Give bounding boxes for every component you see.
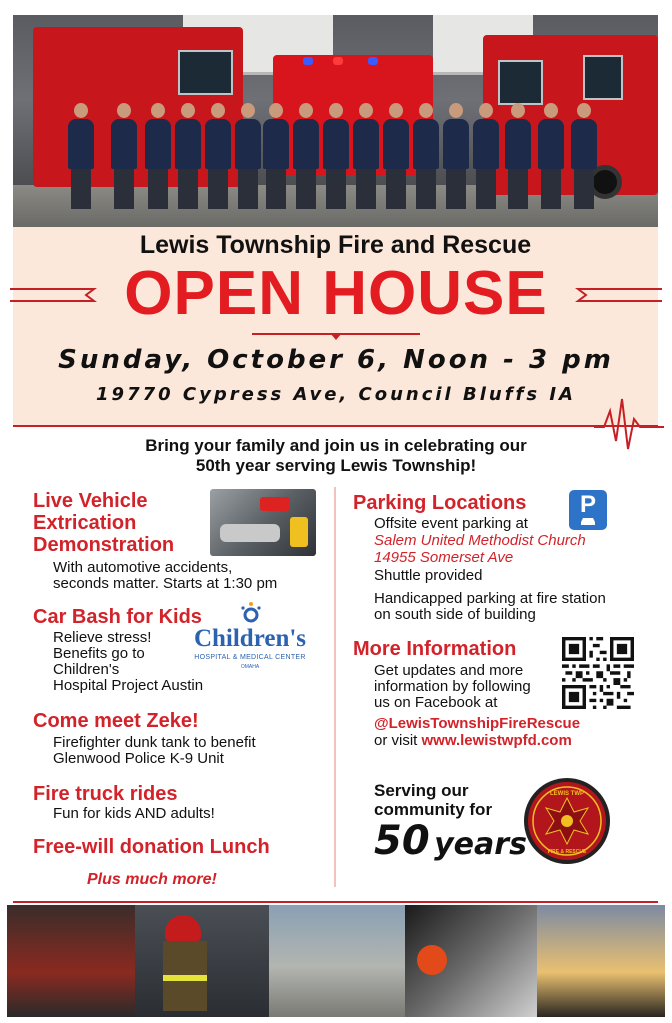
more-info-heading: More Information <box>353 638 517 660</box>
more-info-line: Get updates and more <box>374 662 524 679</box>
event-date-time: Sunday, October 6, Noon - 3 pm <box>58 345 614 375</box>
strip-photo-car-fire <box>405 905 537 1017</box>
crew-member <box>205 103 231 209</box>
crew-member <box>383 103 409 209</box>
car-bash-desc-line: Hospital Project Austin <box>53 677 204 694</box>
extrication-desc-line: With automotive accidents, <box>53 559 233 576</box>
parking-heading: Parking Locations <box>353 492 527 514</box>
car-icon <box>579 516 597 526</box>
crew-member <box>538 103 564 209</box>
crew-member <box>263 103 289 209</box>
parking-line: Offsite event parking at <box>374 515 528 532</box>
parking-location-address: 14955 Somerset Ave <box>374 549 514 566</box>
truck-window <box>498 60 543 105</box>
strip-photo-firefighter <box>135 905 269 1017</box>
handicapped-line: on south side of building <box>374 606 536 623</box>
crew-member <box>323 103 349 209</box>
emergency-light <box>333 57 343 65</box>
strip-photo-sunset <box>537 905 665 1017</box>
childrens-logo-city: OMAHA <box>240 664 260 670</box>
zeke-desc-line: Glenwood Police K-9 Unit <box>53 750 224 767</box>
childrens-hospital-logo <box>184 602 316 682</box>
crew-member <box>145 103 171 209</box>
bottom-strip-line <box>13 901 658 903</box>
badge-bottom-text: FIRE & RESCUE <box>547 849 587 855</box>
childrens-logo-sub: HOSPITAL & MEDICAL CENTER <box>194 654 306 661</box>
extrication-title-line: Live Vehicle <box>33 490 148 512</box>
extrication-heading <box>33 490 174 556</box>
plus-more-text: Plus much more! <box>87 871 217 888</box>
badge-top-text: LEWIS TWP <box>550 791 584 797</box>
column-divider <box>334 487 336 887</box>
crew-member <box>175 103 201 209</box>
extrication-title-line: Extrication <box>33 512 137 534</box>
extrication-desc-line: seconds matter. Starts at 1:30 pm <box>53 575 278 592</box>
years-number: 50 <box>374 818 430 864</box>
crew-member <box>111 103 137 209</box>
visit-prefix: or visit <box>374 732 422 749</box>
qr-code[interactable] <box>562 637 634 709</box>
hero-crew-photo <box>13 15 658 227</box>
zeke-desc <box>53 735 256 767</box>
band-bottom-line <box>13 425 658 427</box>
truck-window <box>583 55 623 100</box>
crew-member <box>68 103 94 209</box>
shuttle-text: Shuttle provided <box>374 567 483 584</box>
serving-line: Serving our <box>374 781 469 800</box>
years-word: years <box>434 827 527 862</box>
fifty-years <box>374 818 527 864</box>
lunch-heading: Free-will donation Lunch <box>33 836 270 858</box>
divider-caret-icon <box>330 333 342 341</box>
crew-member <box>571 103 597 209</box>
car-bash-desc-line: Benefits go to <box>53 645 145 662</box>
extrication-desc <box>53 560 277 592</box>
bottom-photo-strip <box>7 905 665 1017</box>
zeke-desc-line: Firefighter dunk tank to benefit <box>53 734 256 751</box>
extrication-photo <box>210 489 316 556</box>
serving-text <box>374 781 492 819</box>
parking-icon <box>569 490 607 530</box>
car-bash-desc-line: Relieve stress! <box>53 629 152 646</box>
more-info-desc <box>374 663 531 711</box>
crew-member <box>505 103 531 209</box>
maltese-cross-icon <box>528 782 606 860</box>
childrens-sun-icon <box>240 602 262 626</box>
extrication-title-line: Demonstration <box>33 534 175 556</box>
crew-member <box>413 103 439 209</box>
strip-photo-kids-hose <box>269 905 405 1017</box>
organization-title: Lewis Township Fire and Rescue <box>139 231 532 259</box>
strip-photo-truck <box>7 905 135 1017</box>
intro-line: Bring your family and join us in celebrating our <box>145 436 527 455</box>
zeke-heading: Come meet Zeke! <box>33 710 199 732</box>
crew-member <box>293 103 319 209</box>
facebook-handle-link[interactable]: @LewisTownshipFireRescue <box>374 715 581 732</box>
website-link[interactable]: www.lewistwpfd.com <box>421 732 572 749</box>
emergency-light <box>303 57 313 65</box>
crew-member <box>473 103 499 209</box>
event-address: 19770 Cypress Ave, Council Bluffs IA <box>96 384 576 405</box>
parking-location-name: Salem United Methodist Church <box>374 532 586 549</box>
more-info-line: us on Facebook at <box>374 694 498 711</box>
handicapped-line: Handicapped parking at fire station <box>374 590 606 607</box>
handicapped-parking <box>374 591 606 623</box>
serving-line: community for <box>374 800 493 819</box>
car-bash-desc <box>53 630 203 694</box>
crew-member <box>353 103 379 209</box>
parking-icon-letter: P <box>579 491 596 518</box>
car-bash-desc-line: Children's <box>53 661 120 678</box>
crew-member <box>235 103 261 209</box>
car-bash-heading: Car Bash for Kids <box>33 606 202 628</box>
truck-rides-heading: Fire truck rides <box>33 783 178 805</box>
fire-department-badge <box>524 778 610 864</box>
truck-rides-desc: Fun for kids AND adults! <box>53 805 215 822</box>
event-title: OPEN HOUSE <box>124 259 548 328</box>
crew-member <box>443 103 469 209</box>
more-info-line: information by following <box>374 678 531 695</box>
intro-text <box>60 436 612 476</box>
emergency-light <box>368 57 378 65</box>
website-line <box>374 733 572 749</box>
childrens-logo-word: Children's <box>193 625 307 652</box>
intro-line: 50th year serving Lewis Township! <box>195 456 477 475</box>
truck-window <box>178 50 233 95</box>
